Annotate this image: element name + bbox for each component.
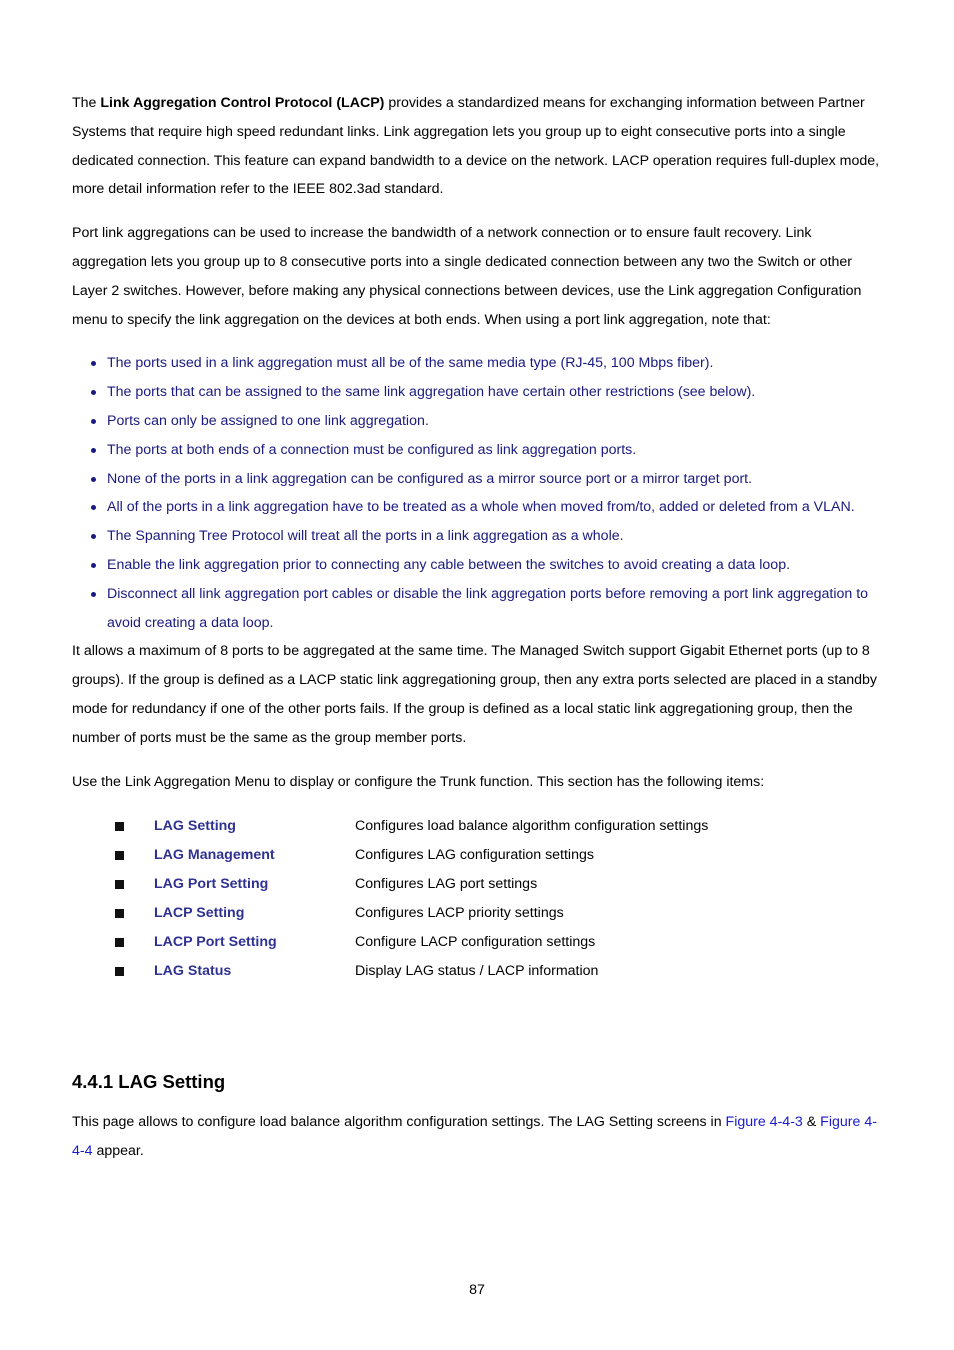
figure-link-4-4-4[interactable]: Figure 4-4-4	[72, 1114, 877, 1160]
bullet-dot-icon	[91, 390, 96, 395]
item-description: Configure LACP configuration settings	[355, 933, 596, 950]
list-item: Enable the link aggregation prior to connecting any cable between the switches to avoid creating a data loop.	[72, 551, 888, 580]
paragraph-max-ports: It allows a maximum of 8 ports to be aggregated at the same time. The Managed Switch support Gigabit Ethernet ports (up to 8 groups). If the group is defined as a LACP static link aggregationing group, then any extra ports selected are placed in a standby mode for redundancy if one of the other ports fails. If the group is defined as a local static link aggregationing group, then the number of ports must be the same as the group member ports.	[72, 643, 877, 746]
figure-link-4-4-3[interactable]: Figure 4-4-3	[725, 1114, 803, 1131]
bullet-dot-icon	[91, 419, 96, 424]
section-paragraph: This page allows to configure load balance algorithm configuration settings. The LAG Setting screens in Figure 4-4-3 & Figure 4-4-4 appear.	[72, 1114, 877, 1160]
item-name[interactable]: LACP Setting	[154, 904, 245, 921]
item-description: Configures load balance algorithm configuration settings	[355, 817, 709, 834]
bullet-dot-icon	[91, 563, 96, 568]
item-description: Configures LACP priority settings	[355, 904, 564, 921]
list-item: None of the ports in a link aggregation can be configured as a mirror source port or a mirror target port.	[72, 465, 888, 494]
menu-items-table	[115, 811, 708, 985]
item-description: Configures LAG port settings	[355, 875, 538, 892]
item-name[interactable]: LAG Setting	[154, 817, 236, 834]
square-bullet-icon	[115, 967, 124, 976]
list-item: The ports that can be assigned to the same link aggregation have certain other restrictions (see below).	[72, 378, 888, 407]
square-bullet-icon	[115, 851, 124, 860]
item-name[interactable]: LACP Port Setting	[154, 933, 277, 950]
intro-rest: provides a standardized means for exchanging information between Partner Systems that require high speed redundant links. Link aggregation lets you group up to eight consecutive ports into a single dedicated connection. This feature can expand bandwidth to a device on the network. LACP operation requires full-duplex mode, more detail information refer to the IEEE 802.3ad standard.	[72, 95, 880, 198]
list-item: All of the ports in a link aggregation have to be treated as a whole when moved from/to, added or deleted from a VLAN.	[72, 493, 888, 522]
intro-paragraph-2: Port link aggregations can be used to increase the bandwidth of a network connection or to ensure fault recovery. Link aggregation lets you group up to 8 consecutive ports into a single dedicated connection between any two the Switch or other Layer 2 switches. However, before making any physical connections between devices, use the Link aggregation Configuration menu to specify the link aggregation on the devices at both ends. When using a port link aggregation, note that:	[72, 225, 862, 328]
list-item: Ports can only be assigned to one link aggregation.	[72, 407, 888, 436]
list-item: Disconnect all link aggregation port cables or disable the link aggregation ports before removing a port link aggregation to avoid creating a data loop.	[72, 580, 888, 638]
item-name[interactable]: LAG Status	[154, 962, 232, 979]
bullet-dot-icon	[91, 534, 96, 539]
page-number: 87	[469, 1282, 485, 1298]
square-bullet-icon	[115, 938, 124, 947]
bullet-dot-icon	[91, 448, 96, 453]
list-item: The ports at both ends of a connection must be configured as link aggregation ports.	[72, 436, 888, 465]
table-row	[115, 927, 708, 956]
table-row	[115, 811, 708, 840]
intro-paragraph-1	[72, 89, 888, 204]
paragraph-menu-intro: Use the Link Aggregation Menu to display or configure the Trunk function. This section has the following items:	[72, 773, 765, 790]
list-item: The ports used in a link aggregation must all be of the same media type (RJ-45, 100 Mbps fiber).	[72, 349, 888, 378]
lacp-term: Link Aggregation Control Protocol (LACP)	[100, 95, 385, 111]
square-bullet-icon	[115, 909, 124, 918]
item-name[interactable]: LAG Port Setting	[154, 875, 269, 892]
square-bullet-icon	[115, 822, 124, 831]
bullet-dot-icon	[91, 505, 96, 510]
table-row	[115, 898, 708, 927]
bullet-dot-icon	[91, 592, 96, 597]
item-description: Display LAG status / LACP information	[355, 962, 599, 979]
section-heading: 4.4.1 LAG Setting	[72, 1071, 226, 1093]
restriction-list	[72, 349, 888, 637]
intro-lead: The	[72, 95, 101, 111]
table-row	[115, 869, 708, 898]
square-bullet-icon	[115, 880, 124, 889]
bullet-dot-icon	[91, 361, 96, 366]
item-description: Configures LAG configuration settings	[355, 846, 594, 863]
list-item: The Spanning Tree Protocol will treat all the ports in a link aggregation as a whole.	[72, 522, 888, 551]
item-name[interactable]: LAG Management	[154, 846, 275, 863]
table-row	[115, 840, 708, 869]
page-content	[72, 89, 888, 1166]
table-row	[115, 956, 708, 985]
bullet-dot-icon	[91, 477, 96, 482]
